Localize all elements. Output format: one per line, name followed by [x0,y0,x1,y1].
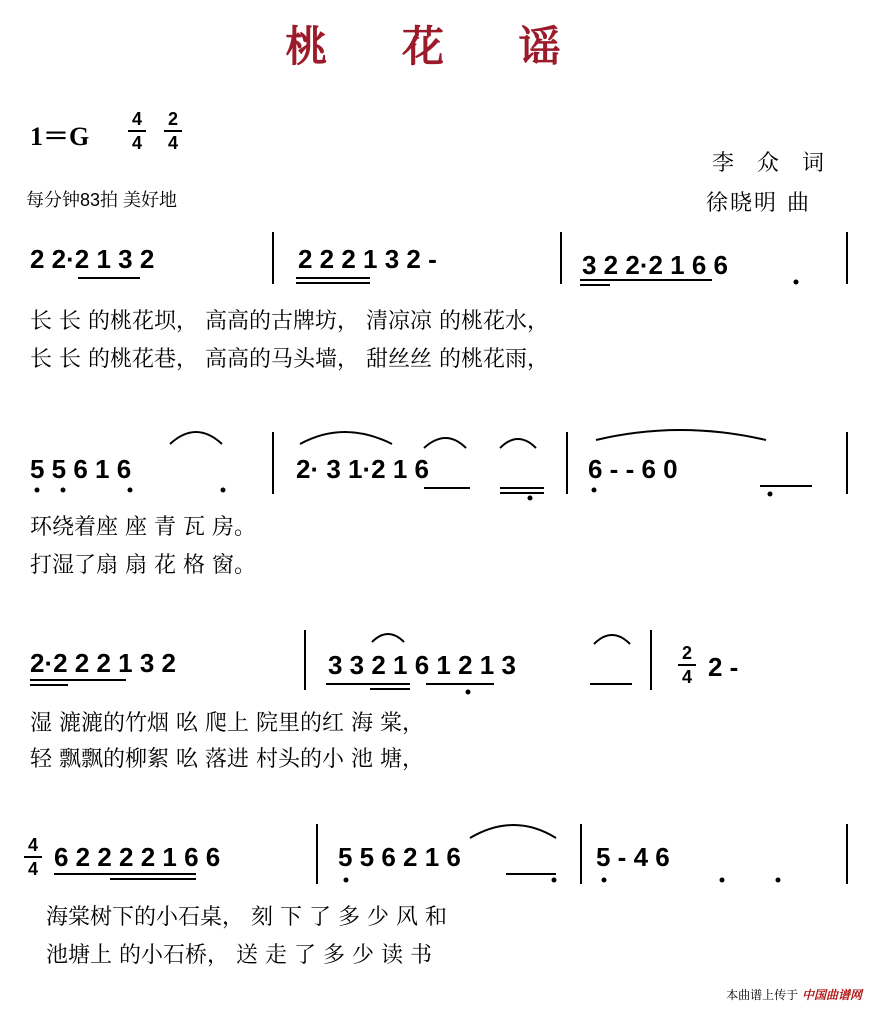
lower-octave-dot [128,488,133,493]
measure-7-notes: 2·2 2 2 1 3 2 [30,648,176,678]
lyrics-verse-1: 环绕着座 座 青 瓦 房。 [30,515,256,540]
measure-1-notes: 2 2·2 1 3 2 [30,244,155,274]
slur [170,432,222,444]
lower-octave-dot [221,488,226,493]
lyrics-verse-2: 池塘上 的小石桥， 送 走 了 多 少 读 书 [46,943,432,968]
composer-credit: 徐晓明 曲 [706,191,811,216]
measure-3-notes: 3 2 2·2 1 6 6 [582,250,728,280]
lower-octave-dot [61,488,66,493]
lower-octave-dot [720,878,725,883]
measure-10-notes: 6 2 2 2 2 1 6 6 [54,842,221,872]
song-title: 桃 花 谣 [285,22,591,71]
lyrics-verse-2: 长 长 的桃花巷， 高高的马头墙， 甜丝丝 的桃花雨， [30,347,549,372]
lyrics-verse-1: 长 长 的桃花坝， 高高的古牌坊， 清凉凉 的桃花水， [30,309,549,334]
time-sig-bottom: 4 [681,667,692,687]
slur [424,438,466,448]
lower-octave-dot [602,878,607,883]
lyrics-verse-1: 湿 漉漉的竹烟 吆 爬上 院里的红 海 棠， [30,711,424,736]
lower-octave-dot [768,492,773,497]
key-signature: 1＝G [30,122,90,151]
measure-5-notes: 2· 3 1·2 1 6 [296,454,429,484]
lower-octave-dot [344,878,349,883]
time-sig-top: 4 [131,109,142,129]
upload-footer [726,986,862,1003]
tempo-marking: 每分钟83拍 美好地 [26,190,178,210]
time-sig-top: 2 [167,109,178,129]
time-sig-bottom: 4 [131,133,142,153]
slur [500,439,536,448]
slur [470,825,556,838]
measure-9-notes: 2 - [708,652,739,682]
lyrics-verse-2: 轻 飘飘的柳絮 吆 落进 村头的小 池 塘， [30,747,424,772]
footer-site-logo[interactable]: 中国曲谱网 [801,988,862,1002]
lower-octave-dot [466,690,471,695]
measure-12-notes: 5 - 4 6 [596,842,670,872]
time-sig-top: 4 [27,835,38,855]
lower-octave-dot [592,488,597,493]
lyricist-credit: 李 众 词 [712,151,832,176]
measure-11-notes: 5 5 6 2 1 6 [338,842,461,872]
measure-6-notes: 6 - - 6 0 [588,454,678,484]
slur [372,634,404,642]
lyrics-verse-1: 海棠树下的小石桌， 刻 下 了 多 少 风 和 [46,905,447,930]
slur [594,635,630,644]
measure-2-notes: 2 2 2 1 3 2 - [298,244,437,274]
measure-4-notes: 5 5 6 1 6 [30,454,132,484]
lower-octave-dot [35,488,40,493]
lower-octave-dot [794,280,799,285]
lower-octave-dot [552,878,557,883]
lower-octave-dot [528,496,533,501]
time-sig-bottom: 4 [27,859,38,879]
measure-8-notes: 3 3 2 1 6 1 2 1 3 [328,650,516,680]
lyrics-verse-2: 打湿了扇 扇 花 格 窗。 [30,553,256,578]
time-sig-bottom: 4 [167,133,178,153]
slur [596,430,766,440]
lower-octave-dot [776,878,781,883]
time-sig-top: 2 [681,643,692,663]
footer-text: 本曲谱上传于 [726,988,799,1002]
slur [300,432,392,444]
